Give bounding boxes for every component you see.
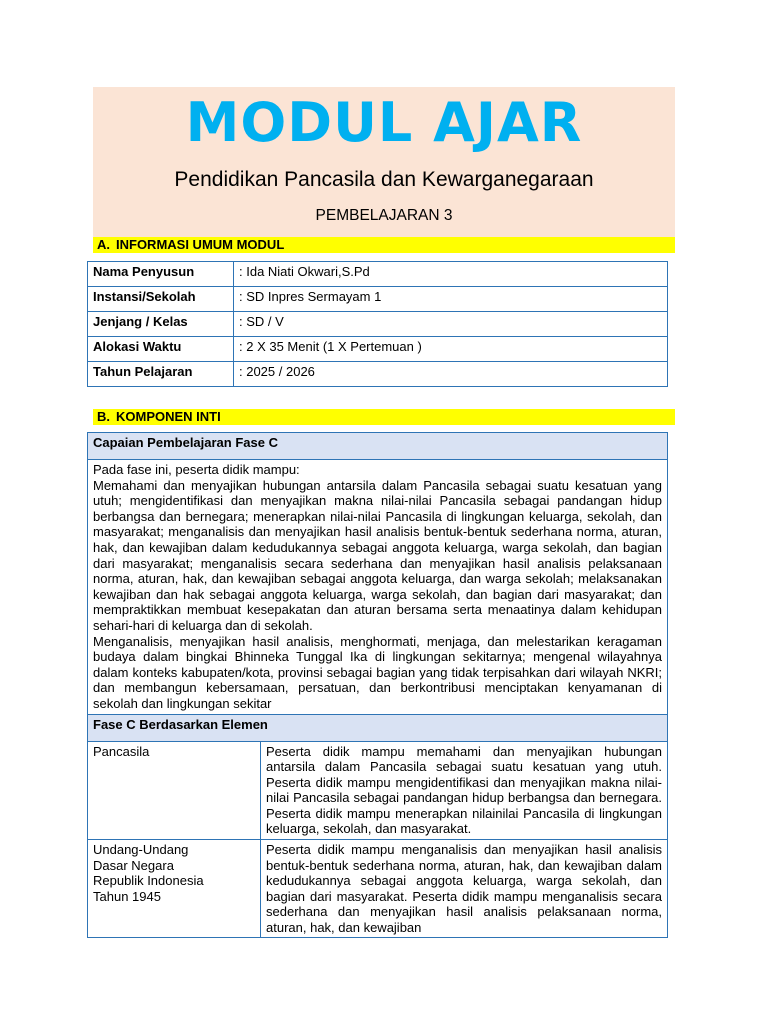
lesson-label: PEMBELAJARAN 3 (315, 207, 453, 224)
capaian-intro: Pada fase ini, peserta didik mampu: (93, 462, 300, 477)
info-value: : SD Inpres Sermayam 1 (234, 287, 668, 312)
capaian-paragraph: Menganalisis, menyajikan hasil analisis, menghormati, menjaga, dan melestarikan keragaman budaya dalam bingkai Bhinneka Tunggal Ika di lingkungan sekitarnya; mengenal wilayahnya dalam konteks kabupaten/kota, provinsi sebagai bagian yang tidak terpisahkan dari wilayah NKRI; dan membangun kebersamaan, persatuan, dan berkontribusi menciptakan kenyamanan di sekolah dan lingkungan sekitar (93, 633, 662, 711)
table-row (88, 337, 668, 362)
capaian-paragraph: Memahami dan menyajikan hubungan antarsila dalam Pancasila sebagai suatu kesatuan yang utuh; mengidentifikasi dan menyajikan makna nilai-nilai Pancasila sebagai pandangan hidup berbangsa dan bernegara; menerapkan nilai-nilai Pancasila di lingkungan keluarga, sekolah, dan masyarakat; menganalisis dan menyajikan hasil analisis bentuk-bentuk sederhana norma, aturan, hak, dan kewajiban dalam kedudukannya sebagai anggota keluarga, warga sekolah, dan bagian dari masyarakat; menganalisis secara sederhana dan menyajikan hasil analisis pelaksanaan norma, aturan, hak, dan kewajiban sebagai anggota keluarga, dan warga sekolah; melaksanakan kewajiban dan hak sebagai anggota keluarga, warga sekolah, dan bagian dari masyarakat; dan mempraktikkan membuat kesepakatan dan aturan bersama serta menaatinya dalam kehidupan sehari-hari di keluarga dan di sekolah. (93, 477, 662, 633)
fase-elemen-heading: Fase C Berdasarkan Elemen (88, 714, 668, 741)
table-row (88, 362, 668, 387)
table-row (88, 312, 668, 337)
capaian-heading: Capaian Pembelajaran Fase C (88, 433, 668, 460)
info-label: Nama Penyusun (88, 262, 234, 287)
table-row (88, 741, 668, 840)
info-value: : 2 X 35 Menit (1 X Pertemuan ) (234, 337, 668, 362)
section-b-letter: B. (97, 409, 110, 424)
capaian-content (88, 460, 668, 715)
section-b-label: KOMPONEN INTI (116, 409, 221, 424)
section-b-heading (93, 409, 675, 425)
document-subtitle: Pendidikan Pancasila dan Kewarganegaraan (174, 168, 594, 191)
section-a-letter: A. (97, 237, 110, 252)
info-value: : Ida Niati Okwari,S.Pd (234, 262, 668, 287)
section-a-label: INFORMASI UMUM MODUL (116, 237, 285, 252)
info-value: : SD / V (234, 312, 668, 337)
document-header (93, 87, 675, 240)
element-description (261, 840, 668, 938)
section-a-heading (93, 237, 675, 253)
document-title: MODUL AJAR (185, 91, 583, 154)
table-row (88, 262, 668, 287)
table-row (88, 287, 668, 312)
core-component-table (87, 432, 668, 938)
info-value: : 2025 / 2026 (234, 362, 668, 387)
info-label: Jenjang / Kelas (88, 312, 234, 337)
element-name: Pancasila (88, 741, 261, 840)
info-label: Tahun Pelajaran (88, 362, 234, 387)
table-row (88, 714, 668, 741)
element-description-text: Peserta didik mampu menganalisis dan menyajikan hasil analisis bentuk-bentuk sederhana norma, aturan, hak, dan kewajiban dalam kedudukannya sebagai anggota keluarga, warga sekolah, dan bagian dari masyarakat. Peserta didik mampu menganalisis secara sederhana dan menyajikan hasil analisis pelaksanaan norma, aturan, hak, dan kewajiban (266, 842, 662, 936)
info-label: Instansi/Sekolah (88, 287, 234, 312)
element-name-text: Undang-Undang Dasar Negara Republik Indonesia Tahun 1945 (93, 842, 204, 904)
table-row (88, 433, 668, 460)
element-description: Peserta didik mampu memahami dan menyajikan hubungan antarsila dalam Pancasila sebagai suatu kesatuan yang utuh. Peserta didik mampu mengidentifikasi dan menyajikan makna nilai-nilai Pancasila sebagai pandangan hidup berbangsa dan bernegara. Peserta didik mampu menerapkan nilainilai Pancasila di lingkungan keluarga, sekolah, dan masyarakat. (261, 741, 668, 840)
table-row (88, 840, 668, 938)
general-info-table (87, 261, 668, 387)
info-label: Alokasi Waktu (88, 337, 234, 362)
table-row (88, 460, 668, 715)
element-name (88, 840, 261, 938)
